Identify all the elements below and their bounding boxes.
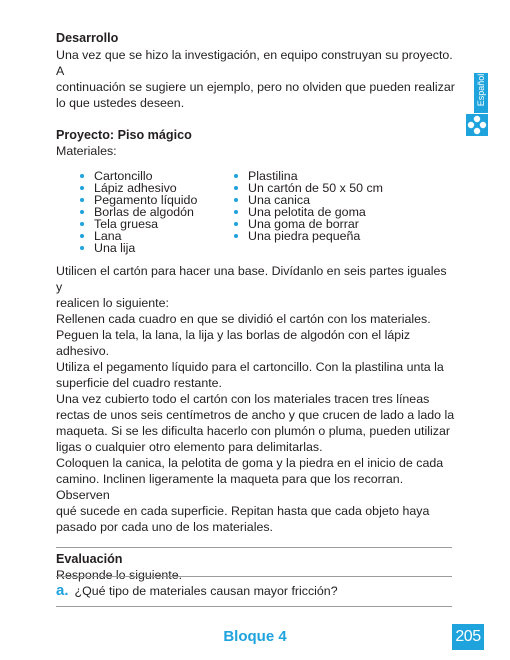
project-heading: Proyecto: Piso mágico [56,128,192,142]
text-line: lo que ustedes deseen. [56,96,185,110]
text-line: Utilicen el cartón para hacer una base. Divídanlo en seis partes iguales y [56,264,447,294]
text-line: ligas o cualquier otro elemento para delimitarlas. [56,440,323,454]
list-item: Tela gruesa [80,218,234,230]
text-line: realicen lo siguiente: [56,296,169,310]
page-number: 205 [452,624,484,650]
text-line: qué sucede en cada superficie. Repitan hasta que cada objeto haya [56,504,430,518]
text-line: rectas de unos seis centímetros de ancho y que crucen de lado a lado la [56,408,455,422]
text-line: maqueta. Si se les dificulta hacerlo con plumón o pluma, pueden utilizar [56,424,450,438]
list-item: Una pelotita de goma [234,206,383,218]
materials-label: Materiales: [56,144,117,158]
block-label: Bloque 4 [223,628,287,645]
text-line: Utiliza el pegamento líquido para el cartoncillo. Con la plastilina unta la [56,360,444,374]
list-item: Plastilina [234,170,383,182]
list-item: Una piedra pequeña [234,230,383,242]
materials-list [56,170,456,254]
text-line: Una vez que se hizo la investigación, en equipo construyan su proyecto. A [56,48,453,78]
list-item: Una lija [80,242,234,254]
desarrollo-heading: Desarrollo [56,31,119,45]
text-line: Coloquen la canica, la pelotita de goma y la piedra en el inicio de cada [56,456,444,470]
desarrollo-text [56,47,456,111]
list-item: Lápiz adhesivo [80,182,234,194]
list-item: Un cartón de 50 x 50 cm [234,182,383,194]
list-item: Cartoncillo [80,170,234,182]
question-a [56,583,456,599]
materials-column-right [234,170,383,254]
list-item: Lana [80,230,234,242]
materials-column-left [80,170,234,254]
evaluation-heading: Evaluación [56,552,123,566]
page-content [56,30,456,599]
answer-line[interactable] [56,576,452,577]
text-line: Peguen la tela, la lana, la lija y las borlas de algodón con el lápiz adhesivo. [56,328,411,358]
flower-icon [466,114,488,136]
text-line: continuación se sugiere un ejemplo, pero no olviden que pueden realizar [56,80,455,94]
text-line: pasado por cada uno de los materiales. [56,520,273,534]
text-line: Una vez cubierto todo el cartón con los materiales tracen tres líneas [56,392,430,406]
text-line: Rellenen cada cuadro en que se dividió el cartón con los materiales. [56,312,431,326]
list-item: Una goma de borrar [234,218,383,230]
subject-tab [474,73,488,113]
text-line: camino. Inclinen ligeramente la maqueta para que los recorran. Observen [56,472,404,502]
text-line: superficie del cuadro restante. [56,376,222,390]
instructions [56,263,456,535]
question-letter: a. [56,582,69,599]
evaluation-intro: Responde lo siguiente. [56,568,183,582]
answer-line[interactable] [56,606,452,607]
answer-line[interactable] [56,547,452,548]
list-item: Una canica [234,194,383,206]
question-text: ¿Qué tipo de materiales causan mayor fricción? [74,584,338,598]
subject-tab-label: Español [476,73,486,107]
list-item: Pegamento líquido [80,194,234,206]
list-item: Borlas de algodón [80,206,234,218]
